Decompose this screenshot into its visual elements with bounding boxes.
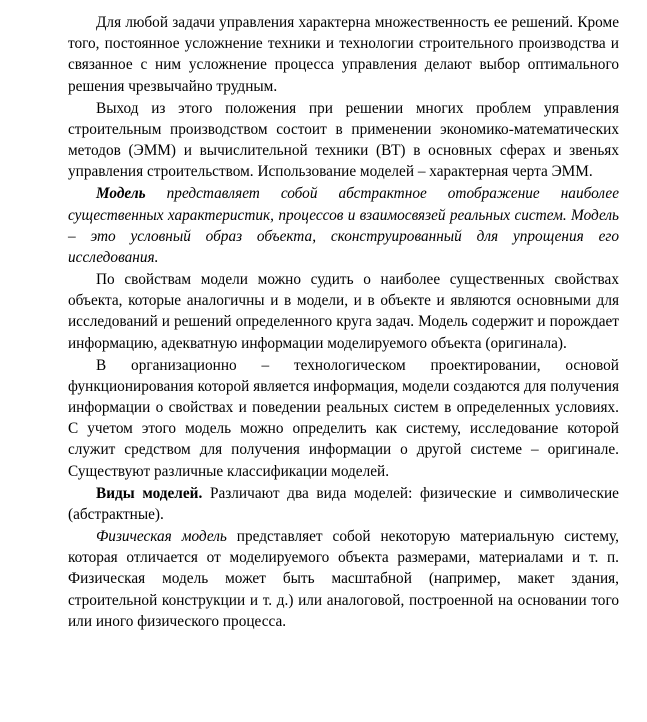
paragraph-6 (68, 483, 619, 525)
paragraph-5-text: В организационно – технологическом проектировании, основой функционирования которой является информация, модели создаются для получения информации о свойствах и поведении реальных систем в определенных условиях. С учетом этого модель можно определить как систему, исследование которой служит средством для получения информации о другой системе – оригинале. Существуют различные классификации моделей. (68, 356, 619, 480)
paragraph-3-text: представляет собой абстрактное отображение наиболее существенных характеристик, процессов и взаимосвязей реальных систем. Модель – это условный образ объекта, сконструированный для упрощения его исследования. (68, 185, 619, 266)
paragraph-3 (68, 183, 619, 268)
paragraph-6-text: Различают два вида моделей: физические и символические (абстрактные). (68, 484, 619, 523)
paragraph-2 (68, 98, 619, 183)
paragraph-3-lead: Модель (96, 185, 146, 203)
paragraph-7 (68, 526, 619, 632)
paragraph-7-text: представляет собой некоторую материальную систему, которая отличается от моделируемого объекта размерами, материалами и т. п. Физическая модель может быть масштабной (например, макет здания, строительной конструкции и т. д.) или аналоговой, построенной на основании того или иного физического процесса. (68, 528, 619, 630)
paragraph-4 (68, 269, 619, 354)
paragraph-2-text: Выход из этого положения при решении многих проблем управления строительным производством состоит в применении экономико-математических методов (ЭММ) и вычислительной техники (ВТ) в основных сферах и звеньях управления строительством. Использование моделей – характерная черта ЭММ. (68, 99, 619, 181)
paragraph-5 (68, 355, 619, 482)
paragraph-4-text: По свойствам модели можно судить о наиболее существенных свойствах объекта, которые аналогичны и в модели, и в объекте и являются основными для исследований и решений определенного круга задач. Модель содержит и порождает информацию, адекватную информации моделируемого объекта (оригинала). (68, 271, 619, 352)
paragraph-1 (68, 12, 619, 97)
paragraph-1-text: Для любой задачи управления характерна множественность ее решений. Кроме того, постоянное усложнение техники и технологии строительного производства и связанное с ним усложнение процесса управления делают выбор оптимального решения чрезвычайно трудным. (68, 14, 619, 95)
paragraph-6-lead: Виды моделей. (96, 484, 203, 502)
paragraph-7-lead: Физическая модель (96, 528, 227, 546)
